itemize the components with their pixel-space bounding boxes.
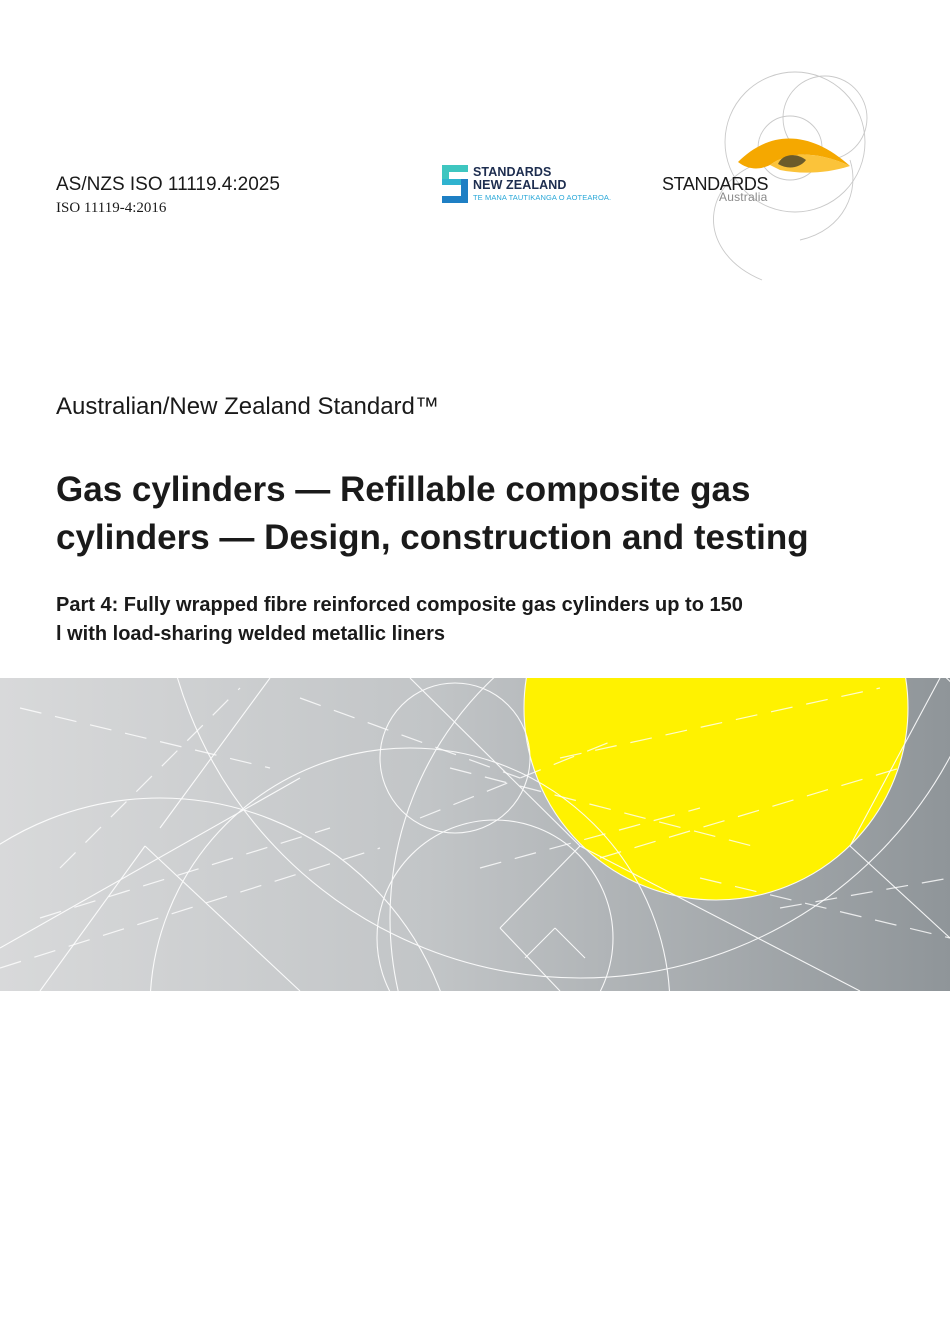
sa-logo-word2: Australia [719,190,768,204]
snz-mark-icon [442,165,468,203]
standards-new-zealand-logo [442,165,612,207]
standards-australia-logo [650,70,880,285]
document-title-line2: cylinders — Design, construction and testing [56,518,809,557]
snz-logo-line1: STANDARDS [473,165,552,179]
snz-logo-line2: NEW ZEALAND [473,178,567,192]
part-title-line1: Part 4: Fully wrapped fibre reinforced composite gas cylinders up to 150 [56,594,743,616]
standard-type-label: Australian/New Zealand Standard™ [56,393,439,420]
document-title-line1: Gas cylinders — Refillable composite gas [56,470,751,509]
standard-number: AS/NZS ISO 11119.4:2025 [56,174,280,195]
snz-logo-tagline: TE MANA TAUTIKANGA O AOTEAROA. [473,193,612,202]
part-title [56,591,896,649]
sa-logo-word1: STANDARDS [662,174,769,194]
part-title-line2: l with load-sharing welded metallic liners [56,623,445,645]
document-title [56,466,916,562]
cover-graphic-banner [0,678,950,991]
iso-number: ISO 11119-4:2016 [56,200,167,216]
